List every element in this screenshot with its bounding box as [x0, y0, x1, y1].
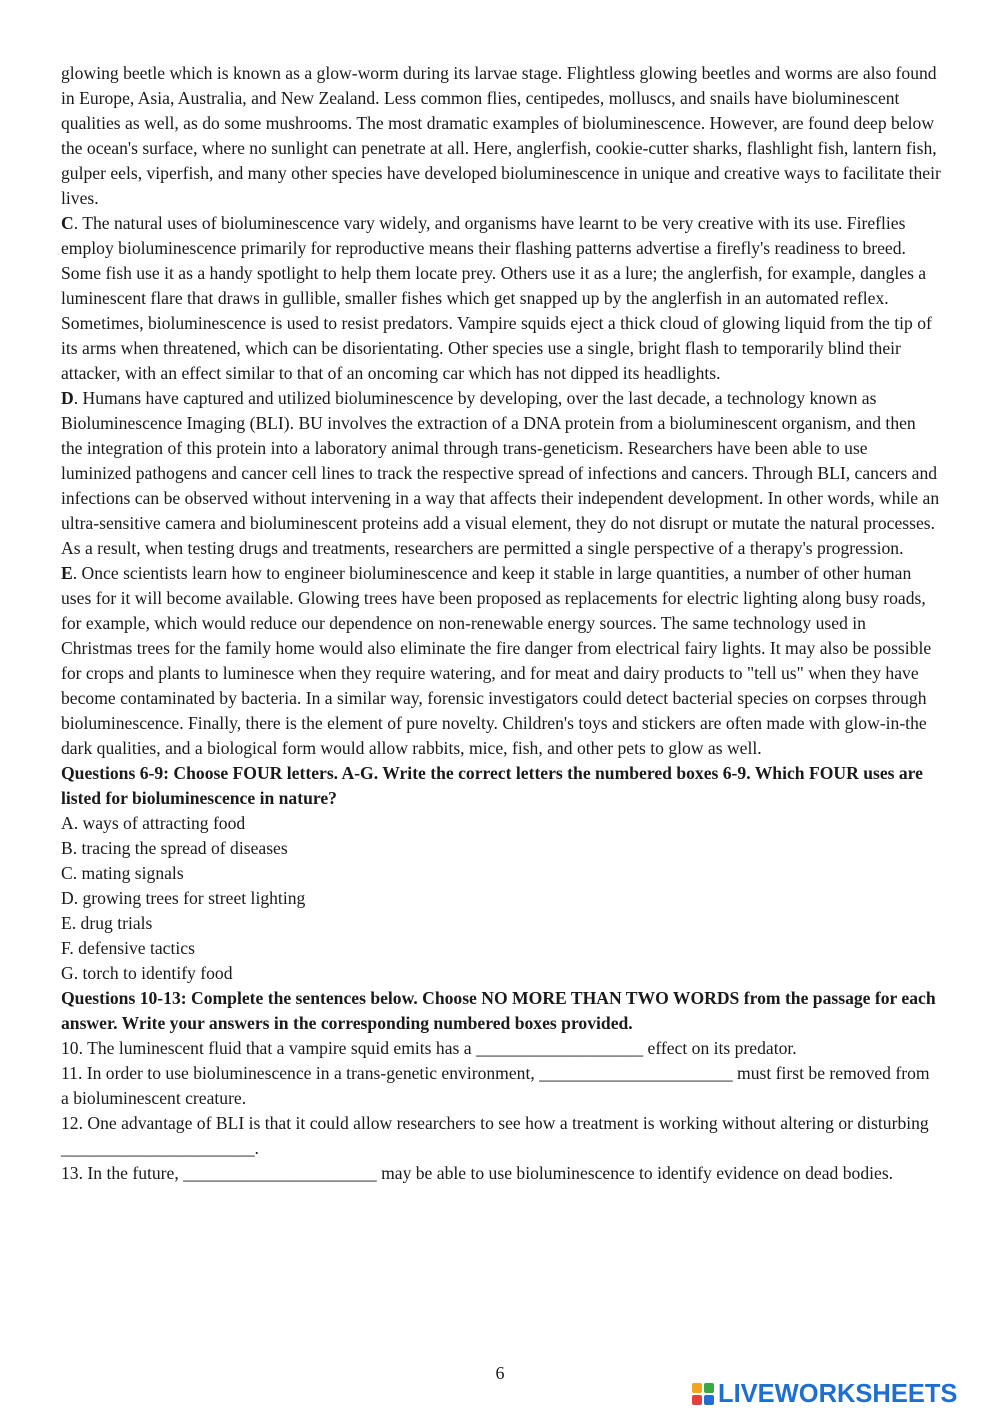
page-number: 6 [495, 1363, 505, 1383]
paragraph-text: . The natural uses of bioluminescence vary widely, and organisms have learnt to be very creative with its use. Fireflies employ bioluminescence primarily for reproductive means their flashing patterns advertise a firefly's readiness to breed. Some fish use it as a handy spotlight to help them locate prey. Others use it as a lure; the anglerfish, for example, dangles a luminescent flare that draws in gullible, smaller fishes which get snapped up by the anglerfish in an automated reflex. Sometimes, bioluminescence is used to resist predators. Vampire squids eject a thick cloud of glowing liquid from the tip of its arms when threatened, which can be disorientating. Other species use a single, bright flash to temporarily blind their attacker, with an effect similar to that of an oncoming car which has not dipped its headlights. [61, 213, 932, 383]
option-b: B. tracing the spread of diseases [61, 838, 288, 858]
paragraph-e [61, 561, 941, 761]
paragraph-text: . Once scientists learn how to engineer bioluminescence and keep it stable in large quantities, a number of other human uses for it will become available. Glowing trees have been proposed as replacements for electric lighting along busy roads, for example, which would reduce our dependence on non-renewable energy sources. The same technology used in Christmas trees for the family home would also eliminate the fire danger from electrical fairy lights. It may also be possible for crops and plants to luminesce when they require watering, and for meat and dairy products to "tell us" when they have become contaminated by bacteria. In a similar way, forensic investigators could detect bacterial species on corpses through bioluminescence. Finally, there is the element of pure novelty. Children's toys and stickers are often made with glow-in-the dark qualities, and a biological form would allow rabbits, mice, fish, and other pets to glow as well. [61, 563, 932, 758]
paragraph-d [61, 386, 941, 561]
paragraph-letter: D [61, 388, 74, 408]
question-11: 11. In order to use bioluminescence in a trans-genetic environment, ______________________ must first be removed from a bioluminescent creature. [61, 1063, 930, 1108]
paragraph-text: . Humans have captured and utilized bioluminescence by developing, over the last decade, a technology known as Bioluminescence Imaging (BLI). BU involves the extraction of a DNA protein from a bioluminescent organism, and then the integration of this protein into a laboratory animal through trans-geneticism. Researchers have been able to use luminized pathogens and cancer cell lines to track the respective spread of infections and cancers. Through BLI, cancers and infections can be observed without intervening in a way that affects their independent development. In other words, while an ultra-sensitive camera and bioluminescent proteins add a visual element, they do not disrupt or mutate the natural processes. As a result, when testing drugs and treatments, researchers are permitted a single perspective of a therapy's progression. [61, 388, 940, 558]
questions-10-13-heading: Questions 10-13: Complete the sentences below. Choose NO MORE THAN TWO WORDS from the passage for each answer. Write your answers in the corresponding numbered boxes provided. [61, 988, 936, 1033]
option-a: A. ways of attracting food [61, 813, 246, 833]
paragraph-letter: E [61, 563, 73, 583]
passage-intro: glowing beetle which is known as a glow-worm during its larvae stage. Flightless glowing beetles and worms are also found in Europe, Asia, Australia, and New Zealand. Less common flies, centipedes, molluscs, and snails have bioluminescent qualities as well, as do some mushrooms. The most dramatic examples of bioluminescence. However, are found deep below the ocean's surface, where no sunlight can penetrate at all. Here, anglerfish, cookie-cutter sharks, flashlight fish, lantern fish, gulper eels, viperfish, and many other species have developed bioluminescence in unique and creative ways to facilitate their lives. [61, 63, 941, 208]
options-list [61, 811, 941, 986]
paragraph-letter: C [61, 213, 74, 233]
option-c: C. mating signals [61, 863, 184, 883]
sentence-list [61, 1036, 941, 1186]
brand-name: LIVEWORKSHEETS [718, 1379, 958, 1408]
question-13: 13. In the future, ______________________ may be able to use bioluminescence to identify evidence on dead bodies. [61, 1163, 894, 1183]
question-12: 12. One advantage of BLI is that it could allow researchers to see how a treatment is working without altering or disturbing ______________________. [61, 1113, 929, 1158]
paragraph-c [61, 211, 941, 386]
option-g: G. torch to identify food [61, 963, 233, 983]
option-f: F. defensive tactics [61, 938, 195, 958]
questions-6-9-heading: Questions 6-9: Choose FOUR letters. A-G. Write the correct letters the numbered boxes 6-9. Which FOUR uses are listed for bioluminescence in nature? [61, 763, 923, 808]
worksheet-page [61, 61, 941, 1186]
option-d: D. growing trees for street lighting [61, 888, 306, 908]
liveworksheets-logo-icon [692, 1383, 714, 1405]
option-e: E. drug trials [61, 913, 153, 933]
question-10: 10. The luminescent fluid that a vampire squid emits has a ___________________ effect on its predator. [61, 1038, 797, 1058]
liveworksheets-logo[interactable] [692, 1379, 957, 1409]
